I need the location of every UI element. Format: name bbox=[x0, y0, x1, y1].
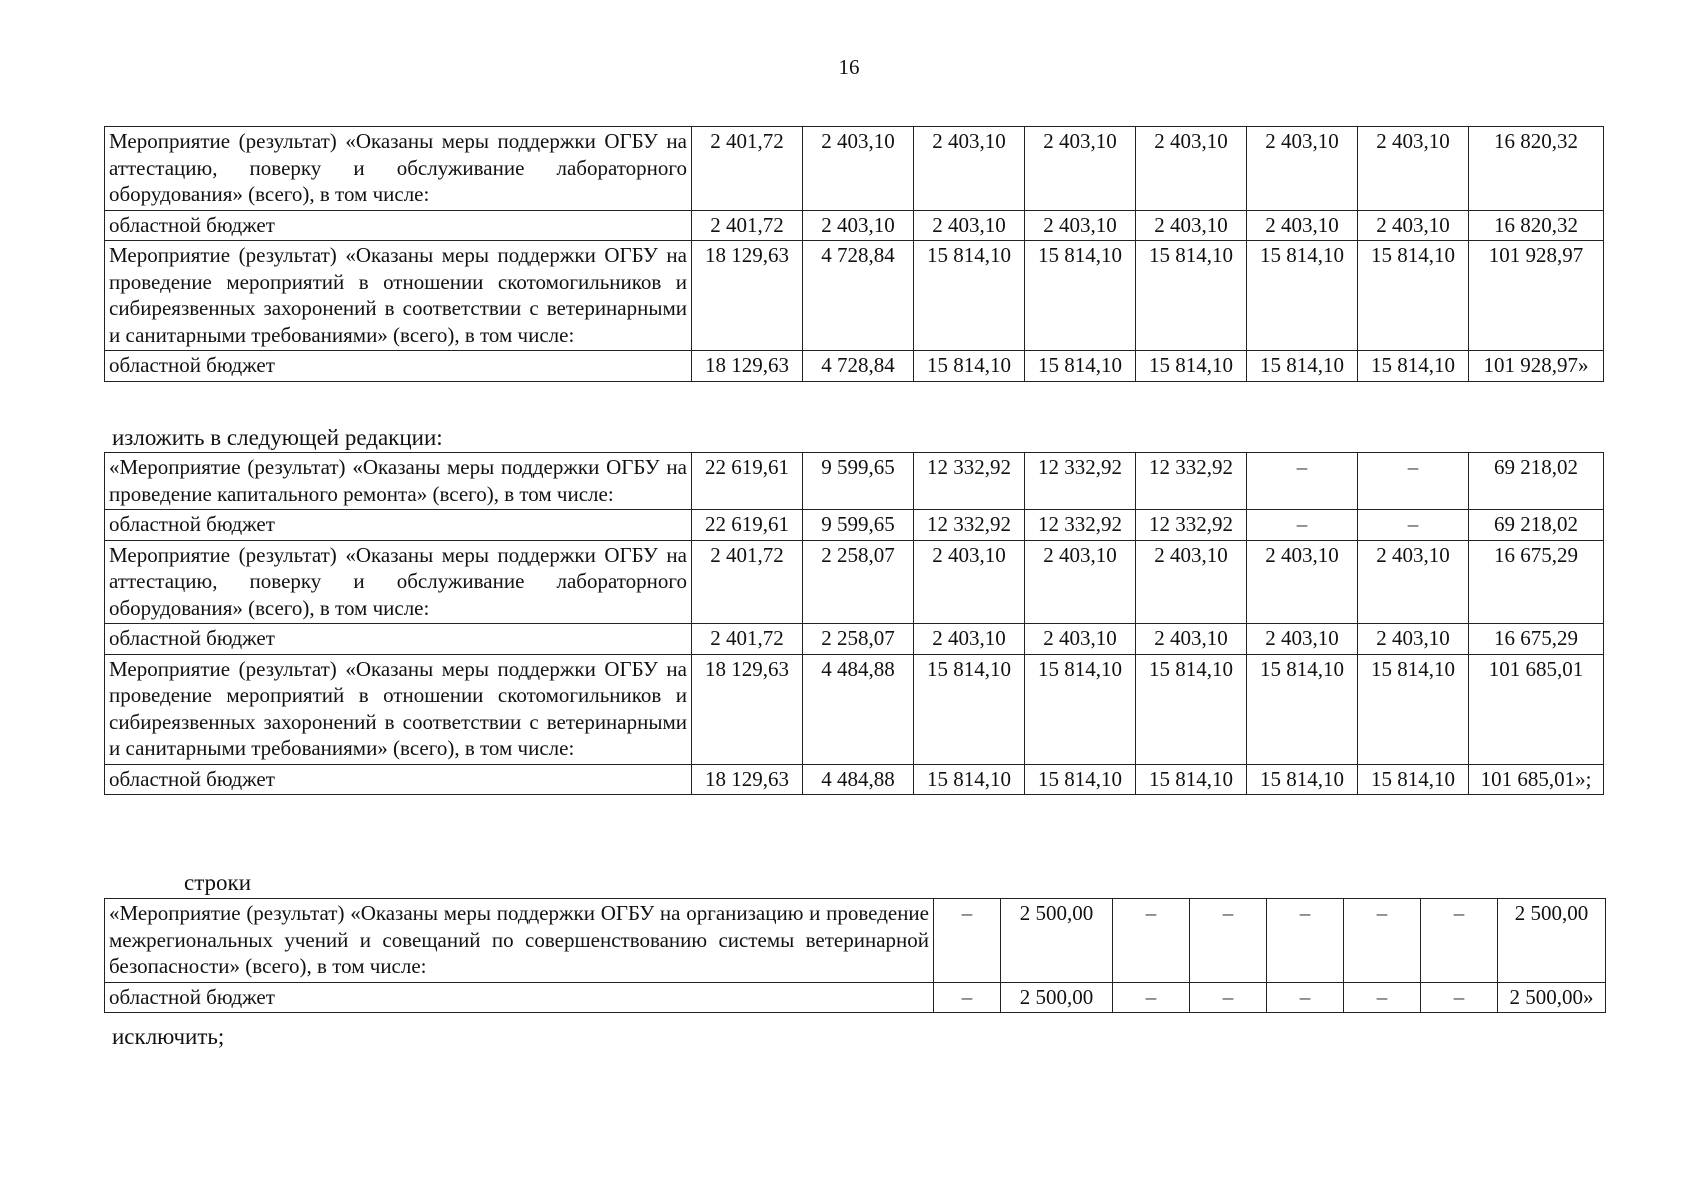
value-cell: 15 814,10 bbox=[1358, 764, 1469, 795]
value-cell: 2 403,10 bbox=[1025, 624, 1136, 655]
value-cell: 101 685,01 bbox=[1469, 654, 1604, 764]
value-cell: 18 129,63 bbox=[692, 764, 803, 795]
table-row bbox=[105, 210, 1604, 241]
value-cell: 2 403,10 bbox=[1247, 127, 1358, 211]
value-cell: 15 814,10 bbox=[1136, 241, 1247, 351]
value-cell: 2 500,00» bbox=[1498, 982, 1606, 1013]
value-cell: 2 403,10 bbox=[1247, 624, 1358, 655]
value-cell: 101 685,01»; bbox=[1469, 764, 1604, 795]
value-cell: 18 129,63 bbox=[692, 654, 803, 764]
row-description: Мероприятие (результат) «Оказаны меры поддержки ОГБУ на проведение мероприятий в отношении скотомогильников и сибиреязвенных захоронений в соответствии с ветеринарными и санитарными требованиями» (всего), в том числе: bbox=[105, 654, 692, 764]
table-row bbox=[105, 982, 1606, 1013]
value-cell: 4 484,88 bbox=[803, 764, 914, 795]
value-cell: 2 500,00 bbox=[1001, 982, 1113, 1013]
value-cell: 12 332,92 bbox=[1136, 510, 1247, 541]
value-cell: 2 403,10 bbox=[1025, 210, 1136, 241]
value-cell: 2 403,10 bbox=[914, 210, 1025, 241]
value-cell: 2 403,10 bbox=[1247, 210, 1358, 241]
instruction-rows-label: строки bbox=[184, 870, 252, 895]
value-cell: 18 129,63 bbox=[692, 241, 803, 351]
table-row bbox=[105, 624, 1604, 655]
row-description: Мероприятие (результат) «Оказаны меры поддержки ОГБУ на проведение мероприятий в отношении скотомогильников и сибиреязвенных захоронений в соответствии с ветеринарными и санитарными требованиями» (всего), в том числе: bbox=[105, 241, 692, 351]
value-cell: 69 218,02 bbox=[1469, 453, 1604, 510]
value-cell: 2 403,10 bbox=[914, 624, 1025, 655]
page-number: 16 bbox=[838, 55, 860, 79]
value-cell: – bbox=[1421, 982, 1498, 1013]
value-cell: 16 820,32 bbox=[1469, 127, 1604, 211]
value-cell: 12 332,92 bbox=[1025, 453, 1136, 510]
value-cell: 15 814,10 bbox=[1358, 654, 1469, 764]
value-cell: 15 814,10 bbox=[1136, 351, 1247, 382]
row-description: областной бюджет bbox=[105, 982, 934, 1013]
value-cell: – bbox=[1358, 453, 1469, 510]
value-cell: – bbox=[1113, 982, 1190, 1013]
value-cell: – bbox=[1190, 899, 1267, 983]
row-description: Мероприятие (результат) «Оказаны меры поддержки ОГБУ на аттестацию, поверку и обслуживание лабораторного оборудования» (всего), в том числе: bbox=[105, 127, 692, 211]
table-row bbox=[105, 764, 1604, 795]
row-description: областной бюджет bbox=[105, 624, 692, 655]
value-cell: 15 814,10 bbox=[914, 241, 1025, 351]
value-cell: – bbox=[1113, 899, 1190, 983]
value-cell: – bbox=[934, 982, 1001, 1013]
row-description: областной бюджет bbox=[105, 764, 692, 795]
value-cell: 12 332,92 bbox=[914, 453, 1025, 510]
value-cell: 2 403,10 bbox=[803, 127, 914, 211]
value-cell: 2 401,72 bbox=[692, 127, 803, 211]
table-row bbox=[105, 654, 1604, 764]
value-cell: 69 218,02 bbox=[1469, 510, 1604, 541]
row-description: «Мероприятие (результат) «Оказаны меры поддержки ОГБУ на проведение капитального ремонта» (всего), в том числе: bbox=[105, 453, 692, 510]
value-cell: 2 403,10 bbox=[1358, 540, 1469, 624]
value-cell: 4 728,84 bbox=[803, 351, 914, 382]
table-row bbox=[105, 510, 1604, 541]
table-row bbox=[105, 127, 1604, 211]
value-cell: 2 403,10 bbox=[1358, 210, 1469, 241]
value-cell: 2 403,10 bbox=[1358, 127, 1469, 211]
value-cell: 101 928,97» bbox=[1469, 351, 1604, 382]
table-row bbox=[105, 351, 1604, 382]
value-cell: 2 403,10 bbox=[1025, 127, 1136, 211]
value-cell: 15 814,10 bbox=[1025, 351, 1136, 382]
value-cell: 15 814,10 bbox=[914, 351, 1025, 382]
value-cell: – bbox=[1344, 982, 1421, 1013]
value-cell: – bbox=[1267, 982, 1344, 1013]
value-cell: 12 332,92 bbox=[914, 510, 1025, 541]
value-cell: 2 403,10 bbox=[914, 540, 1025, 624]
value-cell: 12 332,92 bbox=[1136, 453, 1247, 510]
value-cell: 15 814,10 bbox=[1025, 764, 1136, 795]
row-description: областной бюджет bbox=[105, 510, 692, 541]
value-cell: 9 599,65 bbox=[803, 453, 914, 510]
value-cell: 2 258,07 bbox=[803, 540, 914, 624]
value-cell: 12 332,92 bbox=[1025, 510, 1136, 541]
table-row bbox=[105, 241, 1604, 351]
value-cell: – bbox=[934, 899, 1001, 983]
value-cell: 16 820,32 bbox=[1469, 210, 1604, 241]
value-cell: 18 129,63 bbox=[692, 351, 803, 382]
value-cell: 2 500,00 bbox=[1498, 899, 1606, 983]
value-cell: 4 484,88 bbox=[803, 654, 914, 764]
value-cell: 15 814,10 bbox=[914, 764, 1025, 795]
value-cell: 101 928,97 bbox=[1469, 241, 1604, 351]
value-cell: 15 814,10 bbox=[1358, 351, 1469, 382]
value-cell: – bbox=[1247, 453, 1358, 510]
value-cell: – bbox=[1267, 899, 1344, 983]
value-cell: 15 814,10 bbox=[1025, 654, 1136, 764]
value-cell: 4 728,84 bbox=[803, 241, 914, 351]
value-cell: 2 403,10 bbox=[1136, 127, 1247, 211]
row-description: Мероприятие (результат) «Оказаны меры поддержки ОГБУ на аттестацию, поверку и обслуживание лабораторного оборудования» (всего), в том числе: bbox=[105, 540, 692, 624]
value-cell: – bbox=[1421, 899, 1498, 983]
value-cell: 9 599,65 bbox=[803, 510, 914, 541]
budget-table-old bbox=[104, 126, 1604, 382]
value-cell: 2 401,72 bbox=[692, 210, 803, 241]
value-cell: 2 401,72 bbox=[692, 540, 803, 624]
value-cell: 22 619,61 bbox=[692, 510, 803, 541]
value-cell: 15 814,10 bbox=[1358, 241, 1469, 351]
value-cell: 2 401,72 bbox=[692, 624, 803, 655]
value-cell: 22 619,61 bbox=[692, 453, 803, 510]
table-row bbox=[105, 540, 1604, 624]
value-cell: 2 403,10 bbox=[1136, 210, 1247, 241]
row-description: «Мероприятие (результат) «Оказаны меры поддержки ОГБУ на организацию и проведение межрегиональных учений и совещаний по совершенствованию системы ветеринарной безопасности» (всего), в том числе: bbox=[105, 899, 934, 983]
value-cell: 2 258,07 bbox=[803, 624, 914, 655]
value-cell: – bbox=[1358, 510, 1469, 541]
budget-table-removed bbox=[104, 898, 1606, 1013]
row-description: областной бюджет bbox=[105, 210, 692, 241]
value-cell: 2 403,10 bbox=[1136, 624, 1247, 655]
value-cell: 15 814,10 bbox=[1247, 241, 1358, 351]
value-cell: 15 814,10 bbox=[1247, 351, 1358, 382]
value-cell: 15 814,10 bbox=[1247, 764, 1358, 795]
value-cell: – bbox=[1190, 982, 1267, 1013]
value-cell: 15 814,10 bbox=[1247, 654, 1358, 764]
value-cell: 15 814,10 bbox=[1136, 654, 1247, 764]
instruction-exclude-label: исключить; bbox=[112, 1024, 225, 1049]
value-cell: 2 403,10 bbox=[1358, 624, 1469, 655]
value-cell: 2 403,10 bbox=[803, 210, 914, 241]
value-cell: 2 403,10 bbox=[1136, 540, 1247, 624]
value-cell: – bbox=[1247, 510, 1358, 541]
value-cell: 16 675,29 bbox=[1469, 624, 1604, 655]
value-cell: 16 675,29 bbox=[1469, 540, 1604, 624]
value-cell: 2 500,00 bbox=[1001, 899, 1113, 983]
value-cell: 15 814,10 bbox=[1136, 764, 1247, 795]
table-row bbox=[105, 453, 1604, 510]
instruction-replace-label: изложить в следующей редакции: bbox=[112, 425, 443, 450]
value-cell: 2 403,10 bbox=[1247, 540, 1358, 624]
value-cell: 2 403,10 bbox=[1025, 540, 1136, 624]
table-row bbox=[105, 899, 1606, 983]
value-cell: 2 403,10 bbox=[914, 127, 1025, 211]
value-cell: 15 814,10 bbox=[914, 654, 1025, 764]
value-cell: 15 814,10 bbox=[1025, 241, 1136, 351]
row-description: областной бюджет bbox=[105, 351, 692, 382]
value-cell: – bbox=[1344, 899, 1421, 983]
budget-table-new bbox=[104, 452, 1604, 795]
